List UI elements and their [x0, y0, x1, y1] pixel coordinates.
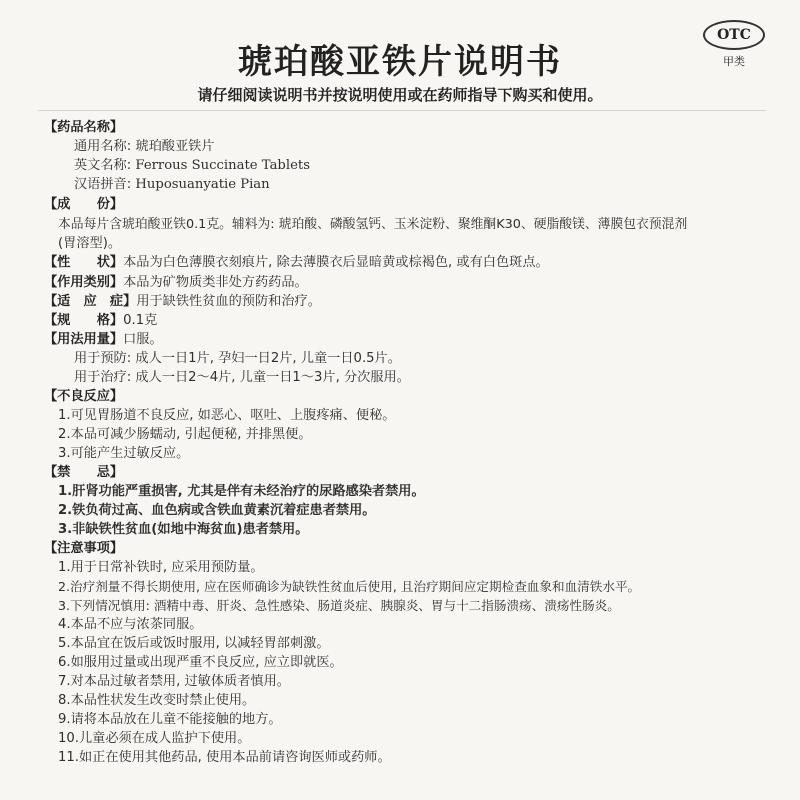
indication-text: 用于缺铁性贫血的预防和治疗。: [136, 294, 321, 309]
section-header-adverse: 【不良反应】: [44, 389, 124, 404]
english-name-label: 英文名称:: [74, 158, 136, 173]
composition-line-1: 本品每片含琥珀酸亚铁0.1克。辅料为: 琥珀酸、磷酸氢钙、玉米淀粉、聚维酮K30、硬脂酸镁、薄膜包衣预混剂: [58, 217, 688, 232]
caution-item: 9.请将本品放在儿童不能接触的地方。: [58, 712, 282, 727]
caution-item: 4.本品不应与浓茶同服。: [58, 617, 203, 632]
document-title: 琥珀酸亚铁片说明书: [238, 42, 562, 82]
dosage-prevention: 用于预防: 成人一日1片, 孕妇一日2片, 儿童一日0.5片。: [74, 351, 401, 366]
section-header-cautions: 【注意事项】: [44, 541, 124, 556]
dosage-row: [44, 330, 774, 349]
section-header-name: 【药品名称】: [44, 120, 124, 135]
pinyin-name-value: Huposuanyatie Pian: [135, 177, 270, 192]
caution-item: 11.如正在使用其他药品, 使用本品前请咨询医师或药师。: [58, 750, 391, 765]
appearance-row: [44, 253, 774, 272]
caution-item: 10.儿童必须在成人监护下使用。: [58, 731, 251, 746]
adverse-item: 2.本品可减少肠蠕动, 引起便秘, 并排黑便。: [58, 427, 312, 442]
section-header-spec: 【规 格】: [44, 313, 124, 328]
caution-item: 1.用于日常补铁时, 应采用预防量。: [58, 560, 264, 575]
category-row: [44, 273, 774, 292]
pinyin-name: [74, 175, 800, 194]
indication-row: [44, 292, 774, 311]
pinyin-name-label: 汉语拼音:: [74, 177, 136, 192]
section-header-appearance: 【性 状】: [44, 255, 124, 270]
composition-line-2: (胃溶型)。: [58, 236, 122, 251]
contraindication-item: 2.铁负荷过高、血色病或含铁血黄素沉着症患者禁用。: [58, 503, 376, 518]
adverse-item: 1.可见胃肠道不良反应, 如恶心、呕吐、上腹疼痛、便秘。: [58, 408, 396, 423]
section-header-composition: 【成 份】: [44, 197, 124, 212]
dosage-treatment: 用于治疗: 成人一日2～4片, 儿童一日1～3片, 分次服用。: [74, 370, 410, 385]
english-name-value: Ferrous Succinate Tablets: [135, 158, 310, 173]
divider: [38, 110, 766, 111]
category-text: 本品为矿物质类非处方药药品。: [123, 275, 308, 290]
otc-class-label: 甲类: [723, 55, 745, 68]
dosage-text: 口服。: [123, 332, 163, 347]
spec-text: 0.1克: [123, 313, 158, 328]
document-subtitle: 请仔细阅读说明书并按说明使用或在药师指导下购买和使用。: [197, 86, 603, 104]
english-name: [74, 156, 800, 175]
section-header-indication: 【适 应 症】: [44, 294, 137, 309]
contraindication-item: 1.肝肾功能严重损害, 尤其是伴有未经治疗的尿路感染者禁用。: [58, 484, 425, 499]
caution-item: 2.治疗剂量不得长期使用, 应在医师确诊为缺铁性贫血后使用, 且治疗期间应定期检查血象和血清铁水平。: [58, 579, 641, 594]
appearance-text: 本品为白色薄膜衣刻痕片, 除去薄膜衣后显暗黄或棕褐色, 或有白色斑点。: [123, 255, 549, 270]
caution-item: 3.下列情况慎用: 酒精中毒、肝炎、急性感染、肠道炎症、胰腺炎、胃与十二指肠溃疡、溃疡性肠炎。: [58, 598, 620, 613]
caution-item: 6.如服用过量或出现严重不良反应, 应立即就医。: [58, 655, 343, 670]
section-header-contraindications: 【禁 忌】: [44, 465, 124, 480]
caution-item: 7.对本品过敏者禁用, 过敏体质者慎用。: [58, 674, 290, 689]
section-header-category: 【作用类别】: [44, 275, 124, 290]
otc-badge: OTC: [703, 20, 765, 50]
contraindication-item: 3.非缺铁性贫血(如地中海贫血)患者禁用。: [58, 522, 309, 537]
adverse-item: 3.可能产生过敏反应。: [58, 446, 190, 461]
caution-item: 5.本品宜在饭后或饭时服用, 以减轻胃部刺激。: [58, 636, 330, 651]
spec-row: [44, 311, 774, 330]
section-header-dosage: 【用法用量】: [44, 332, 124, 347]
caution-item: 8.本品性状发生改变时禁止使用。: [58, 693, 256, 708]
generic-name: 通用名称: 琥珀酸亚铁片: [74, 139, 215, 154]
